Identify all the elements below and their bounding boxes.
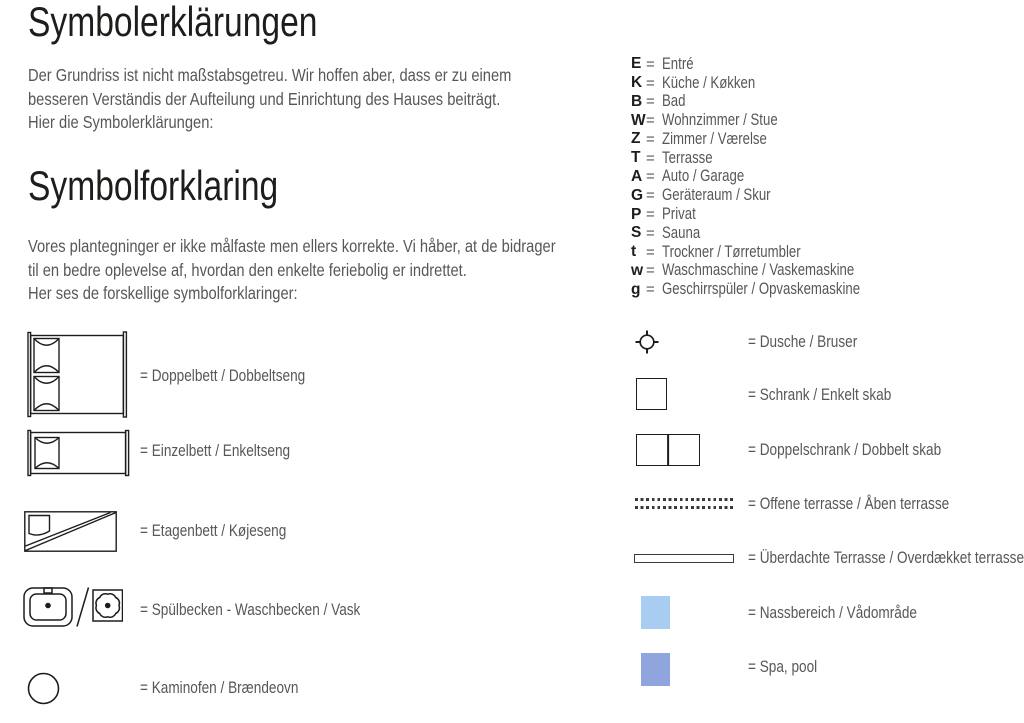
equals-sign: = xyxy=(646,149,655,167)
abbreviation-row xyxy=(631,55,910,74)
abbr-letter: T xyxy=(631,149,641,167)
equals-sign: = xyxy=(646,281,655,299)
double-bed-icon xyxy=(27,331,128,418)
abbr-letter: Z xyxy=(631,130,641,148)
abbr-label: Privat xyxy=(662,205,696,224)
abbr-label: Zimmer / Værelse xyxy=(662,129,767,148)
room-abbreviation-list xyxy=(631,55,910,299)
legend-label-spa-pool: = Spa, pool xyxy=(748,657,818,676)
wet-area-swatch xyxy=(641,596,670,629)
page-title-german-text: Symbolerklärungen xyxy=(28,0,318,45)
german-intro-paragraph xyxy=(28,64,603,135)
abbr-label: Geschirrspüler / Opvaskemaskine xyxy=(662,280,861,299)
abbreviation-row xyxy=(631,93,910,112)
abbr-letter: B xyxy=(631,92,643,110)
abbreviation-row xyxy=(631,280,910,299)
abbreviation-row xyxy=(631,243,910,262)
abbr-letter: K xyxy=(631,74,643,92)
equals-sign: = xyxy=(646,168,655,186)
abbr-letter: g xyxy=(631,280,641,298)
legend-label-double-cabinet: = Doppelschrank / Dobbelt skab xyxy=(748,440,942,459)
abbreviation-row xyxy=(631,261,910,280)
legend-label-shower: = Dusche / Bruser xyxy=(748,332,858,351)
abbr-label: Bad xyxy=(662,92,686,111)
open-terrace-icon xyxy=(635,498,733,509)
equals-sign: = xyxy=(646,112,655,130)
legend-label-sink: = Spülbecken - Waschbecken / Vask xyxy=(140,600,361,619)
abbr-label: Entré xyxy=(662,54,694,73)
abbreviation-row xyxy=(631,130,910,149)
abbr-label: Küche / Køkken xyxy=(662,73,756,92)
double-cabinet-icon xyxy=(636,434,700,466)
abbr-label: Trockner / Tørretumbler xyxy=(662,242,801,261)
wood-stove-icon xyxy=(27,672,60,705)
abbreviation-row xyxy=(631,74,910,93)
abbr-label: Auto / Garage xyxy=(662,167,745,186)
equals-sign: = xyxy=(646,93,655,111)
abbreviation-row xyxy=(631,224,910,243)
equals-sign: = xyxy=(646,74,655,92)
page-title-danish-text: Symbolforklaring xyxy=(28,162,279,209)
legend-label-wet-area: = Nassbereich / Vådområde xyxy=(748,603,917,622)
equals-sign: = xyxy=(646,262,655,280)
abbr-letter: W xyxy=(631,111,646,129)
legend-label-single-cabinet: = Schrank / Enkelt skab xyxy=(748,385,892,404)
abbr-label: Wohnzimmer / Stue xyxy=(662,111,778,130)
abbr-letter: A xyxy=(631,167,643,185)
abbreviation-row xyxy=(631,205,910,224)
cabinet-divider xyxy=(667,435,669,465)
legend-label-open-terrace: = Offene terrasse / Åben terrasse xyxy=(748,494,950,513)
equals-sign: = xyxy=(646,243,655,261)
dotted-line xyxy=(635,506,733,509)
german-intro-line: Hier die Symbolerklärungen: xyxy=(28,112,214,132)
danish-intro-paragraph xyxy=(28,235,656,306)
abbr-label: Terrasse xyxy=(662,148,713,167)
covered-terrace-icon xyxy=(634,554,734,563)
single-cabinet-icon xyxy=(636,378,667,410)
single-bed-icon xyxy=(27,429,130,477)
abbr-letter: t xyxy=(631,243,637,261)
abbreviation-row xyxy=(631,111,910,130)
abbr-letter: S xyxy=(631,224,642,242)
german-intro-line: Der Grundriss ist nicht maßstabsgetreu. Wir hoffen aber, dass er zu einem xyxy=(28,65,512,85)
legend-label-double-bed: = Doppelbett / Dobbeltseng xyxy=(140,366,306,385)
equals-sign: = xyxy=(646,224,655,242)
page-title-danish xyxy=(28,161,341,211)
page-title-german xyxy=(28,0,390,47)
spa-pool-swatch xyxy=(641,653,670,686)
legend-label-stove: = Kaminofen / Brændeovn xyxy=(140,678,299,697)
abbr-label: Geräteraum / Skur xyxy=(662,186,771,205)
abbreviation-row xyxy=(631,168,910,187)
equals-sign: = xyxy=(646,55,655,73)
equals-sign: = xyxy=(646,206,655,223)
legend-label-covered-terrace: = Überdachte Terrasse / Overdækket terrasse xyxy=(748,548,1024,567)
abbreviation-row xyxy=(631,149,910,168)
abbr-letter: G xyxy=(631,186,644,204)
abbr-letter: w xyxy=(631,261,644,279)
dotted-line xyxy=(635,498,733,501)
abbr-letter: E xyxy=(631,55,642,73)
legend-label-single-bed: = Einzelbett / Enkeltseng xyxy=(140,441,291,460)
equals-sign: = xyxy=(646,130,655,148)
danish-intro-line: Vores plantegninger er ikke målfaste men ellers korrekte. Vi håber, at de bidrager xyxy=(28,236,556,256)
danish-intro-line: til en bedre oplevelse af, hvordan den enkelte feriebolig er indrettet. xyxy=(28,259,467,280)
abbreviation-row xyxy=(631,186,910,205)
abbr-label: Waschmaschine / Vaskemaskine xyxy=(662,261,855,280)
sink-washbasin-icon xyxy=(23,586,123,628)
danish-intro-line: Her ses de forskellige symbolforklaringer: xyxy=(28,283,298,303)
abbr-label: Sauna xyxy=(662,223,701,242)
equals-sign: = xyxy=(646,187,655,205)
shower-icon xyxy=(634,329,660,355)
legend-label-bunk-bed: = Etagenbett / Køjeseng xyxy=(140,521,287,540)
german-intro-line: besseren Verständis der Aufteilung und Einrichtung des Hauses beiträgt. xyxy=(28,88,501,109)
abbr-letter: P xyxy=(631,205,642,223)
bunk-bed-icon xyxy=(24,511,117,552)
